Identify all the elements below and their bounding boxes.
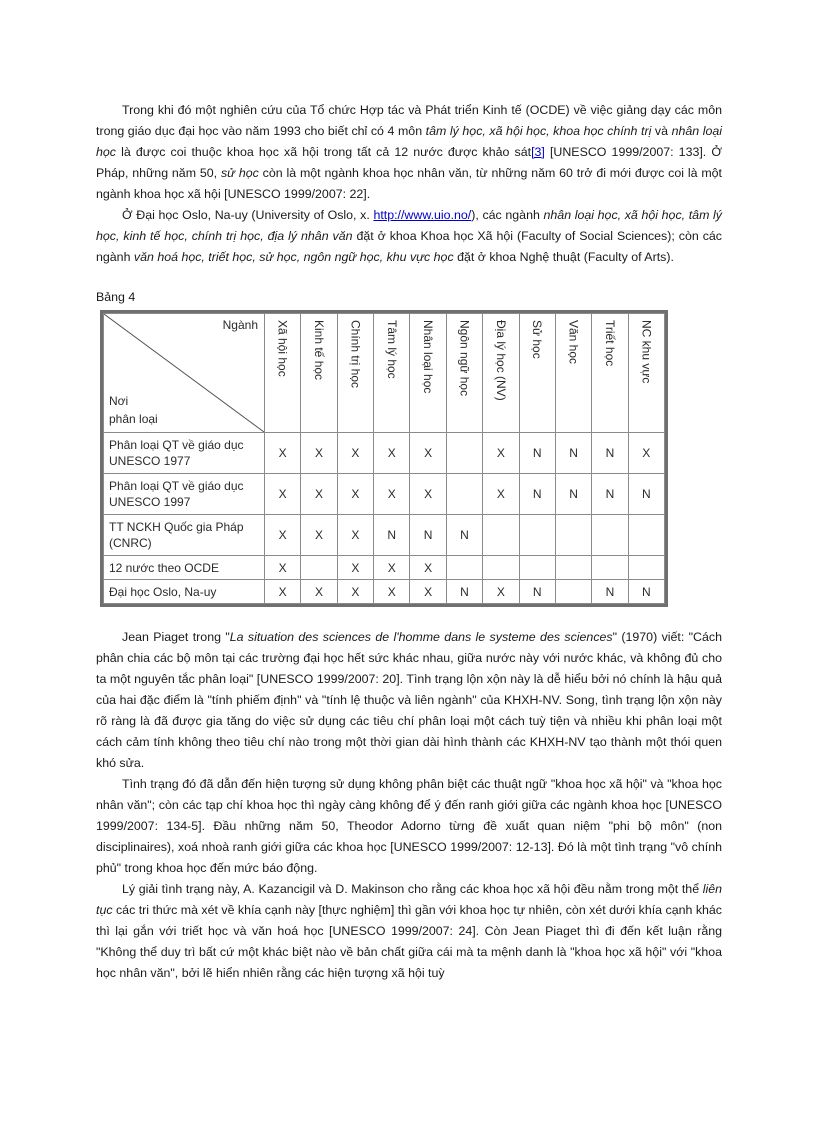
table-cell: X bbox=[301, 580, 337, 604]
column-header-label: Kinh tế học bbox=[312, 320, 327, 381]
table-cell bbox=[483, 515, 519, 556]
column-header-label: Chính trị học bbox=[348, 320, 363, 389]
table-cell: X bbox=[374, 474, 410, 515]
table-cell: X bbox=[410, 556, 446, 580]
paragraph-4: Tình trạng đó đã dẫn đến hiện tượng sử dụng không phân biệt các thuật ngữ "khoa học xã hội" và "khoa học nhân văn"; còn các tạp chí khoa học thì ngày càng không để ý đến ranh giới giữa các ngành khoa học [UNESCO 1999/2007: 134-5]. Đầu những năm 50, Theodor Adorno từng đề xuất quan niệm "phi bộ môn" (non disciplinaires), xoá nhoà ranh giới giữa các khoa học [UNESCO 1999/2007: 12-13]. Đó là một tình trạng "vô chính phủ" trong khoa học đến mức báo động. bbox=[96, 777, 722, 875]
table-cell: X bbox=[265, 474, 301, 515]
column-header bbox=[628, 314, 664, 433]
table-cell: X bbox=[337, 433, 373, 474]
table-cell: X bbox=[337, 515, 373, 556]
table-cell bbox=[519, 515, 555, 556]
table-cell: N bbox=[628, 474, 664, 515]
classification-table bbox=[103, 313, 665, 604]
table-cell: N bbox=[519, 580, 555, 604]
table-cell: X bbox=[337, 556, 373, 580]
table-cell: X bbox=[483, 433, 519, 474]
table-cell: X bbox=[483, 580, 519, 604]
table-cell: X bbox=[265, 433, 301, 474]
table-cell bbox=[446, 556, 482, 580]
table-cell: X bbox=[265, 580, 301, 604]
table-cell: X bbox=[265, 515, 301, 556]
row-label: Đại học Oslo, Na-uy bbox=[104, 580, 265, 604]
paragraph-1: Trong khi đó một nghiên cứu của Tổ chức Hợp tác và Phát triển Kinh tế (OCDE) về việc giảng dạy các môn trong giáo dục đại học vào năm 1993 cho biết chỉ có 4 môn tâm lý học, xã hội học, khoa học chính trị và nhân loại học là được coi thuộc khoa học xã hội trong tất cả 12 nước được khảo sát[3] [UNESCO 1999/2007: 133]. Ở Pháp, những năm 50, sử học còn là một ngành khoa học nhân văn, từ những năm 60 trở đi mới được coi là một ngành khoa học xã hội [UNESCO 1999/2007: 22]. bbox=[96, 103, 723, 201]
table-cell: N bbox=[446, 580, 482, 604]
column-header bbox=[301, 314, 337, 433]
column-header-label: Triết học bbox=[602, 320, 617, 367]
table-cell: X bbox=[410, 580, 446, 604]
table-cell: X bbox=[265, 556, 301, 580]
table-cell: N bbox=[592, 580, 628, 604]
table-cell: X bbox=[374, 556, 410, 580]
column-header-label: Nhân loại học bbox=[421, 320, 436, 394]
table-cell bbox=[519, 556, 555, 580]
column-header-label: Ngôn ngữ học bbox=[457, 320, 472, 397]
table-cell: X bbox=[374, 580, 410, 604]
paragraph-5: Lý giải tình trạng này, A. Kazancigil và D. Makinson cho rằng các khoa học xã hội đều nằm trong một thể liên tục các tri thức mà xét về khía cạnh này [thực nghiệm] thì gần với khoa học tự nhiên, còn xét dưới khía cạnh khác thì lại gắn với triết học và văn hoá học [UNESCO 1999/2007: 24]. Còn Jean Piaget thì đi đến kết luận rằng "Không thể duy trì bất cứ một khác biệt nào về bản chất giữa cái mà ta mệnh danh là "khoa học xã hội" với "khoa học nhân văn", bởi lẽ hiển nhiên rằng các hiện tượng xã hội tuỳ bbox=[96, 882, 722, 980]
corner-header-discipline: Ngành bbox=[222, 318, 258, 332]
table-cell: N bbox=[628, 580, 664, 604]
table-cell: N bbox=[519, 433, 555, 474]
table-cell: X bbox=[301, 474, 337, 515]
column-header bbox=[374, 314, 410, 433]
table-cell: X bbox=[410, 433, 446, 474]
table-caption: Bảng 4 bbox=[96, 290, 136, 304]
table-cell bbox=[555, 556, 591, 580]
table-cell: N bbox=[555, 474, 591, 515]
column-header-label: Văn học bbox=[566, 320, 581, 365]
table-cell bbox=[446, 433, 482, 474]
document-page bbox=[96, 100, 722, 984]
table-corner-cell bbox=[104, 314, 265, 433]
table-cell bbox=[446, 474, 482, 515]
table-cell bbox=[628, 556, 664, 580]
table-cell: X bbox=[301, 433, 337, 474]
column-header bbox=[265, 314, 301, 433]
column-header-label: Tâm lý học bbox=[384, 320, 399, 379]
table-cell bbox=[555, 580, 591, 604]
table-cell: X bbox=[410, 474, 446, 515]
table-cell: X bbox=[628, 433, 664, 474]
table-cell: N bbox=[446, 515, 482, 556]
table-cell: N bbox=[410, 515, 446, 556]
row-label: Phân loại QT về giáo dục UNESCO 1997 bbox=[104, 474, 265, 515]
row-label: TT NCKH Quốc gia Pháp (CNRC) bbox=[104, 515, 265, 556]
column-header bbox=[519, 314, 555, 433]
table-cell: X bbox=[483, 474, 519, 515]
column-header-label: Xã hội học bbox=[275, 320, 290, 377]
row-label: Phân loại QT về giáo dục UNESCO 1977 bbox=[104, 433, 265, 474]
footnote-ref-3[interactable]: [3] bbox=[531, 145, 545, 159]
column-header bbox=[483, 314, 519, 433]
table-cell bbox=[592, 515, 628, 556]
table-row bbox=[104, 580, 665, 604]
column-header-label: Địa lý học (NV) bbox=[493, 320, 508, 401]
paragraph-2: Ở Đại học Oslo, Na-uy (University of Oslo, x. http://www.uio.no/), các ngành nhân loại học, xã hội học, tâm lý học, kinh tế học, chính trị học, địa lý nhân văn đặt ở khoa Khoa học Xã hội (Faculty of Social Sciences); còn các ngành văn hoá học, triết học, sử học, ngôn ngữ học, khu vực học đặt ở khoa Nghệ thuật (Faculty of Arts). bbox=[96, 208, 722, 264]
column-header bbox=[410, 314, 446, 433]
table-cell: N bbox=[555, 433, 591, 474]
column-header bbox=[555, 314, 591, 433]
table-cell bbox=[555, 515, 591, 556]
classification-table-frame bbox=[100, 310, 668, 607]
column-header-label: Sử học bbox=[530, 320, 545, 359]
column-header bbox=[592, 314, 628, 433]
table-row bbox=[104, 474, 665, 515]
table-cell: N bbox=[592, 474, 628, 515]
table-cell: X bbox=[374, 433, 410, 474]
column-header bbox=[446, 314, 482, 433]
table-row bbox=[104, 433, 665, 474]
table-cell: X bbox=[301, 515, 337, 556]
table-cell bbox=[628, 515, 664, 556]
table-cell bbox=[483, 556, 519, 580]
table-cell bbox=[301, 556, 337, 580]
paragraph-3: Jean Piaget trong "La situation des sciences de l'homme dans le systeme des sciences" (1970) viết: "Cách phân chia các bộ môn tại các trường đại học hết sức khác nhau, giữa nước này với nước khác, và không đủ cho ta một nguyên tắc phân loại" [UNESCO 1999/2007: 20]. Tình trạng lộn xộn này là dễ hiểu bởi nó chính là hậu quả của hai đặc điểm là "tính phiếm định" và "tính lệ thuộc và liên ngành" của KHXH-NV. Song, tình trạng lộn xộn này rõ ràng là đã được gia tăng do việc sử dụng các tiêu chí phân loại một cách tuỳ tiện và nhiều khi phân loại một cách cảm tính không theo tiêu chí nào trong một thời gian dài hình thành các KHXH-NV tạo thành một thói quen khó sửa. bbox=[96, 630, 722, 770]
table-cell: N bbox=[592, 433, 628, 474]
table-row bbox=[104, 515, 665, 556]
row-label: 12 nước theo OCDE bbox=[104, 556, 265, 580]
column-header bbox=[337, 314, 373, 433]
table-cell: N bbox=[519, 474, 555, 515]
table-cell bbox=[592, 556, 628, 580]
table-row bbox=[104, 556, 665, 580]
table-cell: N bbox=[374, 515, 410, 556]
corner-header-source: Nơi phân loại bbox=[109, 394, 158, 426]
uio-link[interactable]: http://www.uio.no/ bbox=[373, 208, 472, 222]
column-header-label: NC khu vực bbox=[639, 320, 654, 384]
table-cell: X bbox=[337, 474, 373, 515]
table-cell: X bbox=[337, 580, 373, 604]
